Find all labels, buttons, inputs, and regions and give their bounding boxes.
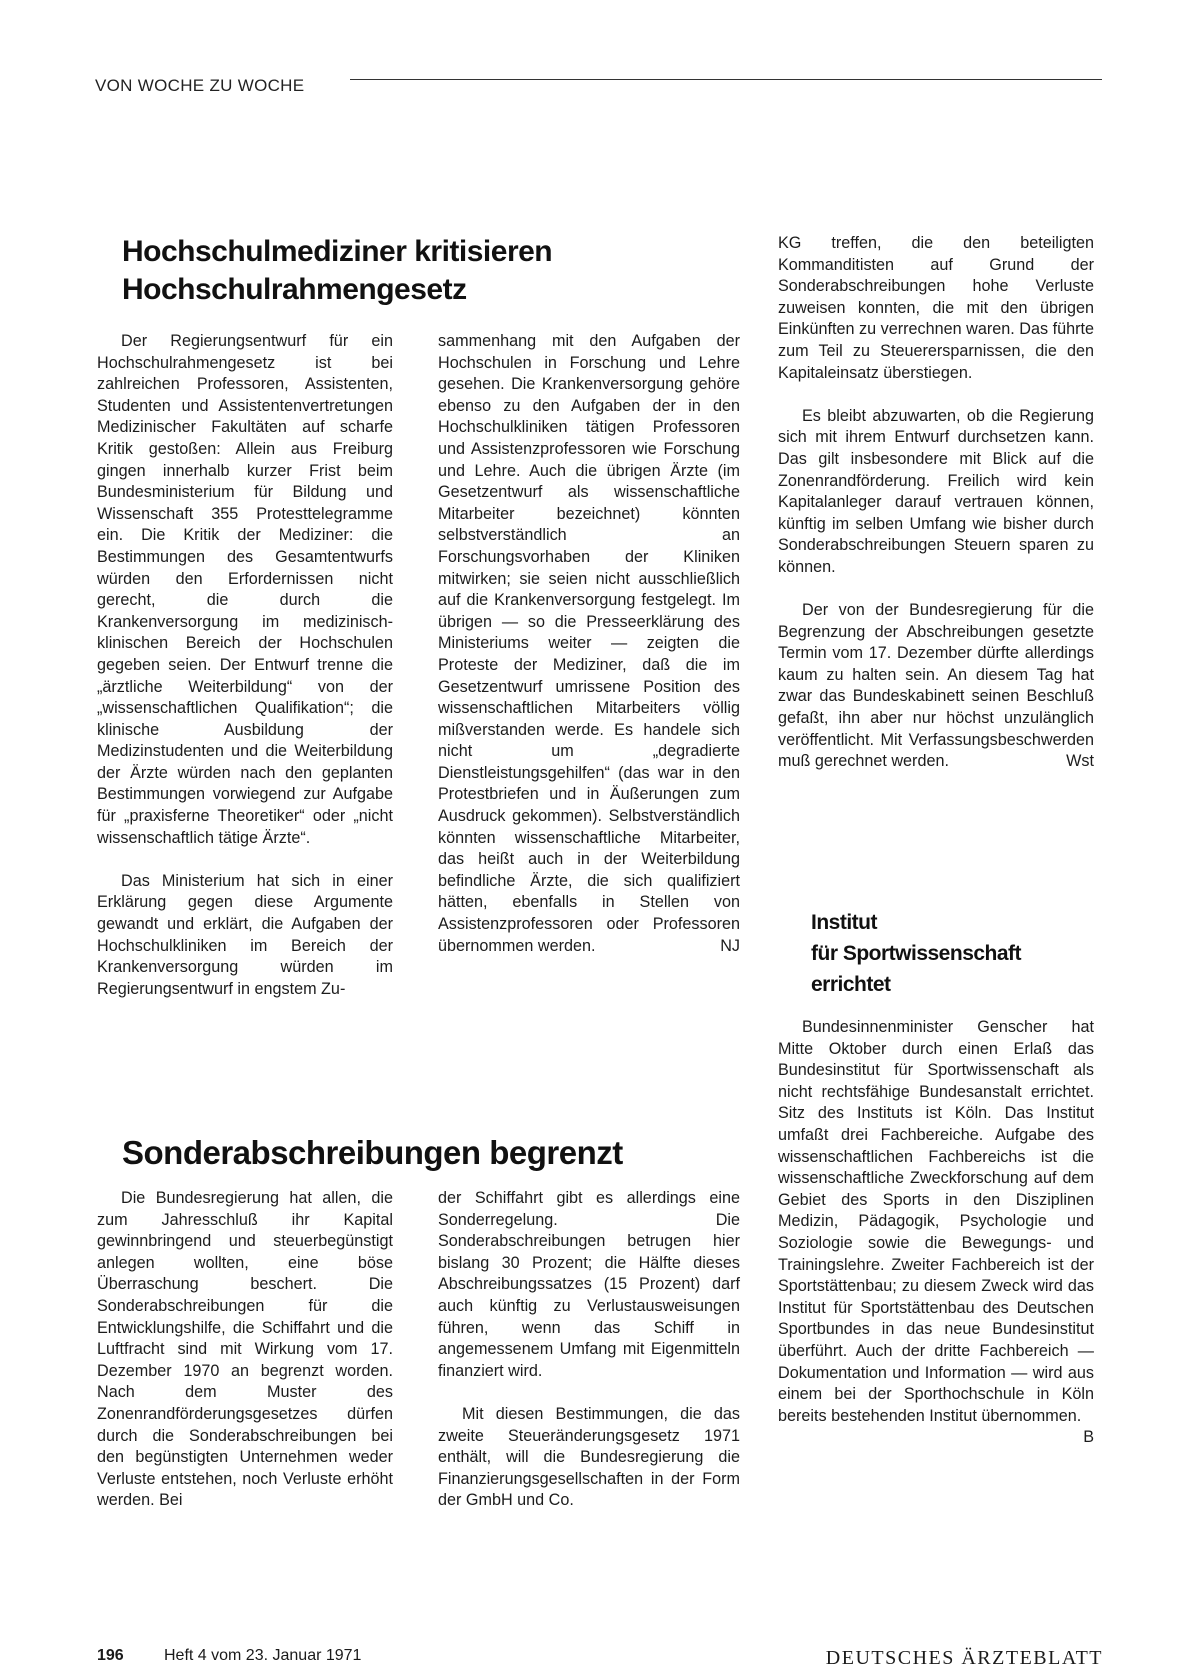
magazine-name: DEUTSCHES ÄRZTEBLATT — [825, 1647, 1103, 1669]
article2-column2 — [438, 1188, 740, 1512]
article1-paragraph: Der Regierungsentwurf für ein Hochschulrahmengesetz ist bei zahlreichen Professoren, Assistenten, Studenten und Assistentenvertretungen Medizinischer Fakultäten auf scharfe Kritik gestoßen: Allein aus Freiburg gingen innerhalb kurzer Frist beim Bundesministerium für Bildung und Wissenschaft 355 Protesttelegramme ein. Die Kritik der Mediziner: die Bestimmungen des Gesamtentwurfs würden den Erfordernissen nicht gerecht, die durch die Krankenversorgung im medizinisch-klinischen Bereich der Hochschulen gegeben seien. Der Entwurf trenne die „ärztliche Weiterbildung“ von der „wissenschaftlichen Qualifikation“; die klinische Ausbildung der Medizinstudenten und die Weiterbildung der Ärzte würden nach den geplanten Bestimmungen vorwiegend zur Aufgabe für „praxisferne Theoretiker“ oder „nicht wissenschaftlich tätige Ärzte“. — [97, 332, 393, 847]
article1-paragraph: Das Ministerium hat sich in einer Erklärung gegen diese Argumente gewandt und erklärt, die Aufgaben der Hochschulkliniken im Bereich der Krankenversorgung würden im Regierungsentwurf in engstem Zu- — [97, 871, 393, 998]
section-label: VON WOCHE ZU WOCHE — [95, 76, 305, 95]
article1-headline — [122, 233, 682, 309]
article1-column2 — [438, 331, 740, 957]
article3-headline-line3: errichtet — [811, 973, 891, 996]
page-number: 196 — [97, 1647, 124, 1664]
issue-line: Heft 4 vom 23. Januar 1971 — [164, 1647, 362, 1664]
article2-paragraph: der Schiffahrt gibt es allerdings eine Sonderregelung. Die Sonderabschreibungen betrugen hier bislang 30 Prozent; die Hälfte dieses Abschreibungssatzes (15 Prozent) darf auch künftig zu Verlustausweisungen führen, wenn das Schiff in angemessenem Umfang mit Eigenmitteln finanziert wird. — [438, 1189, 740, 1380]
article3-column — [778, 1017, 1094, 1449]
article2-paragraph — [778, 600, 1094, 773]
article2-paragraph: Mit diesen Bestimmungen, die das zweite Steueränderungsgesetz 1971 enthält, will die Bundesregierung die Finanzierungsgesellschaften in der Form der GmbH und Co. — [438, 1404, 740, 1510]
article3-paragraph — [778, 1017, 1094, 1447]
article2-paragraph-text: Der von der Bundesregierung für die Begrenzung der Abschreibungen gesetzte Termin vom 17. Dezember dürfte allerdings kaum zu halten sein. An diesem Tag hat zwar das Bundeskabinett seinen Beschluß gefaßt, ihn aber nur höchst unzulänglich veröffentlicht. Mit Verfassungsbeschwerden muß gerechnet werden. — [778, 601, 1094, 771]
article1-headline-line1: Hochschulmediziner kritisieren — [122, 235, 553, 268]
article3-headline-line1: Institut — [811, 911, 877, 934]
article2-column3 — [778, 233, 1094, 773]
article2-column1 — [97, 1188, 393, 1512]
article2-paragraph: Die Bundesregierung hat allen, die zum Jahresschluß ihr Kapital gewinnbringend und steuerbegünstigt anlegen wollten, eine böse Überraschung beschert. Die Sonderabschreibungen für die Entwicklungshilfe, die Schiffahrt und die Luftfracht sind mit Wirkung vom 17. Dezember 1970 an begrenzt worden. Nach dem Muster des Zonenrandförderungsgesetzes dürfen durch die Sonderabschreibungen bei den begünstigten Unternehmen weder Verluste entstehen, noch Verluste erhöht werden. Bei — [97, 1189, 393, 1510]
article1-paragraph — [438, 331, 740, 957]
header-rule — [350, 79, 1102, 80]
article3-paragraph-text: Bundesinnenminister Genscher hat Mitte Oktober durch einen Erlaß das Bundesinstitut für Sportwissenschaft als nicht rechtsfähige Bundesanstalt errichtet. Sitz des Instituts ist Köln. Das Institut umfaßt drei Fachbereiche. Aufgabe des wissenschaftlichen Fachbereichs ist die wissenschaftliche Zweckforschung auf dem Gebiet des Sports in den Disziplinen Medizin, Pädagogik, Psychologie und Soziologie sowie die Bewegungs- und Trainingslehre. Zweiter Fachbereich ist der Sportstättenbau; zu diesem Zweck wird das Institut für Sportstättenbau des Deutschen Sportbundes in das neue Bundesinstitut überführt. Auch der dritte Fachbereich — Dokumentation und Information — wird aus einem bei der Sporthochschule in Köln bereits bestehenden Institut übernommen. — [778, 1018, 1094, 1425]
article3-signature: B — [1083, 1428, 1094, 1447]
article3-headline — [811, 907, 1091, 1000]
article1-paragraph-text: sammenhang mit den Aufgaben der Hochschulen in Forschung und Lehre gesehen. Die Krankenversorgung gehöre ebenso zu den Aufgaben der in den Hochschulkliniken tätigen Professoren und Assistenzprofessoren wie Forschung und Lehre. Auch die übrigen Ärzte (im Gesetzentwurf als wissenschaftliche Mitarbeiter bezeichnet) könnten selbstverständlich an Forschungsvorhaben der Kliniken mitwirken; sie seien nicht ausschließlich auf die Krankenversorgung festgelegt. Im übrigen — so die Presseerklärung des Ministeriums weiter — zeigten die Proteste der Mediziner, daß die im Gesetzentwurf umrissene Position des wissenschaftlichen Mitarbeiters völlig mißverstanden werde. Es handele sich nicht um „degradierte Dienstleistungsgehilfen“ (das war in den Protestbriefen und in Äußerungen zum Ausdruck gekommen). Selbstverständlich könnten wissenschaftliche Mitarbeiter, das heißt auch in der Weiterbildung befindliche Ärzte, die sich qualifiziert hätten, ebenfalls in Stellen von Assistenzprofessoren oder Professoren übernommen werden. — [438, 332, 740, 955]
article3-headline-line2: für Sportwissenschaft — [811, 942, 1022, 965]
article2-headline: Sonderabschreibungen begrenzt — [122, 1134, 623, 1171]
article1-headline-line2: Hochschulrahmengesetz — [122, 273, 467, 306]
article1-signature: NJ — [720, 936, 740, 955]
article2-paragraph: Es bleibt abzuwarten, ob die Regierung sich mit ihrem Entwurf durchsetzen kann. Das gilt insbesondere mit Blick auf die Zonenrandförderung. Freilich wird kein Kapitalanleger darauf vertrauen können, künftig im selben Umfang wie bisher durch Sonderabschreibungen Steuern sparen zu können. — [778, 406, 1094, 576]
article1-column1 — [97, 331, 393, 1000]
article2-paragraph: KG treffen, die den beteiligten Kommanditisten auf Grund der Sonderabschreibungen hohe Verluste zuweisen konnten, die mit den übrigen Einkünften zu verrechnen waren. Das führte zum Teil zu Steuerersparnissen, die den Kapitaleinsatz überstiegen. — [778, 234, 1094, 382]
article2-signature: Wst — [1066, 752, 1094, 771]
